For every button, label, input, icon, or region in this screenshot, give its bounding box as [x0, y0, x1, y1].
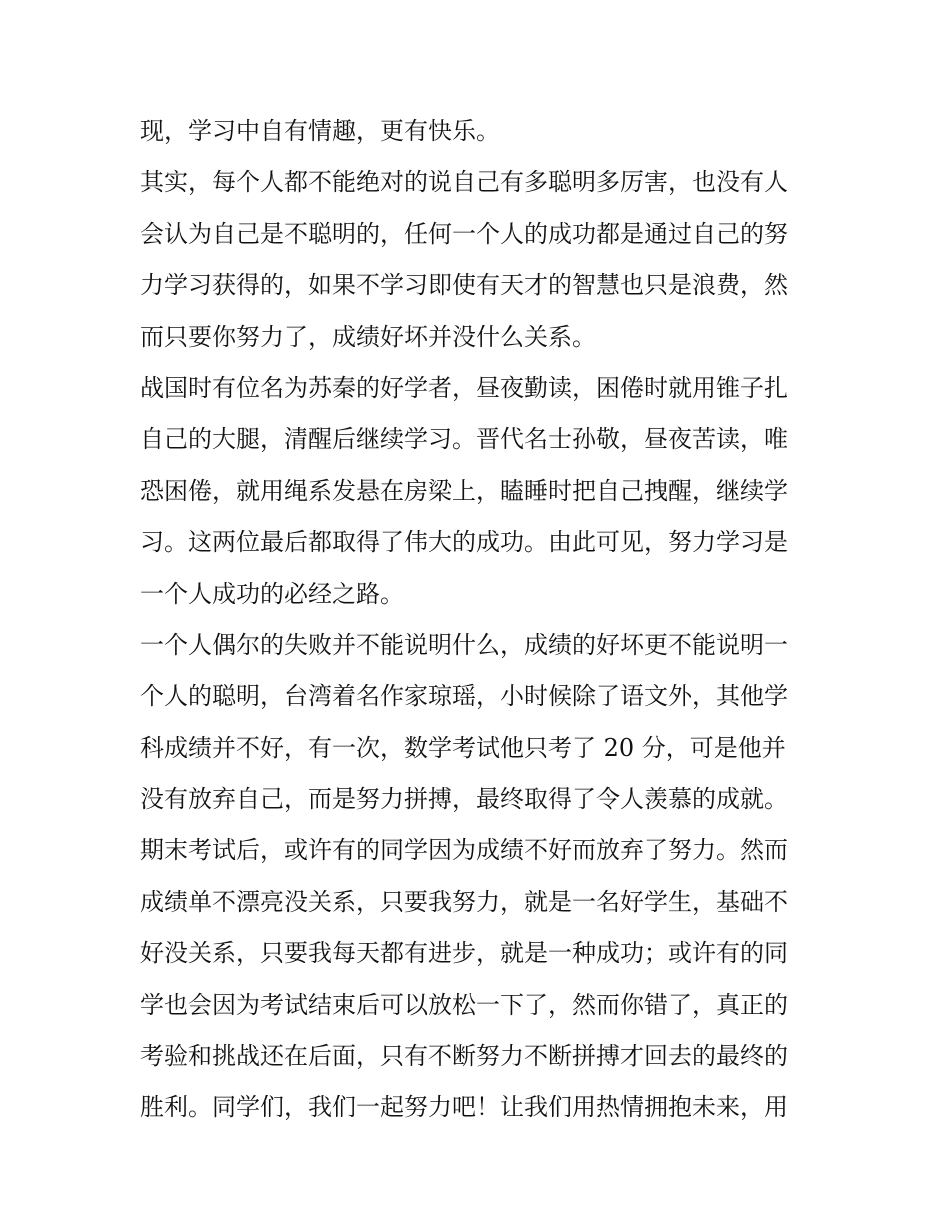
text-line: 胜利。同学们，我们一起努力吧！让我们用热情拥抱未来，用	[140, 1093, 788, 1122]
text-line: 个人的聪明，台湾着名作家琼瑶，小时候除了语文外，其他学	[140, 682, 788, 711]
text-line: 恐困倦，就用绳系发悬在房梁上，瞌睡时把自己拽醒，继续学	[140, 476, 788, 505]
text-line: 期末考试后，或许有的同学因为成绩不好而放弃了努力。然而	[140, 836, 788, 865]
text-line: 力学习获得的，如果不学习即使有天才的智慧也只是浪费，然	[140, 271, 788, 300]
text-line: 会认为自己是不聪明的，任何一个人的成功都是通过自己的努	[140, 219, 788, 248]
text-line: 科成绩并不好，有一次，数学考试他只考了 20 分，可是他并	[140, 733, 786, 762]
text-line: 战国时有位名为苏秦的好学者，昼夜勤读，困倦时就用锥子扎	[140, 373, 788, 402]
text-line: 而只要你努力了，成绩好坏并没什么关系。	[140, 322, 596, 351]
text-line: 学也会因为考试结束后可以放松一下了，然而你错了，真正的	[140, 990, 788, 1019]
text-line: 好没关系，只要我每天都有进步，就是一种成功；或许有的同	[140, 939, 788, 968]
text-line: 没有放弃自己，而是努力拼搏，最终取得了令人羡慕的成就。	[140, 785, 788, 814]
essay-body	[140, 106, 820, 1134]
text-line: 成绩单不漂亮没关系，只要我努力，就是一名好学生，基础不	[140, 887, 788, 916]
text-line: 现，学习中自有情趣，更有快乐。	[140, 117, 500, 145]
text-line: 习。这两位最后都取得了伟大的成功。由此可见，努力学习是	[140, 528, 788, 557]
text-line: 其实，每个人都不能绝对的说自己有多聪明多厉害，也没有人	[140, 168, 788, 197]
text-line: 一个人成功的必经之路。	[140, 579, 404, 608]
text-line: 一个人偶尔的失败并不能说明什么，成绩的好坏更不能说明一	[140, 630, 788, 659]
text-line: 自己的大腿，清醒后继续学习。晋代名士孙敬，昼夜苦读，唯	[140, 425, 788, 454]
text-line: 考验和挑战还在后面，只有不断努力不断拼搏才回去的最终的	[140, 1042, 788, 1071]
